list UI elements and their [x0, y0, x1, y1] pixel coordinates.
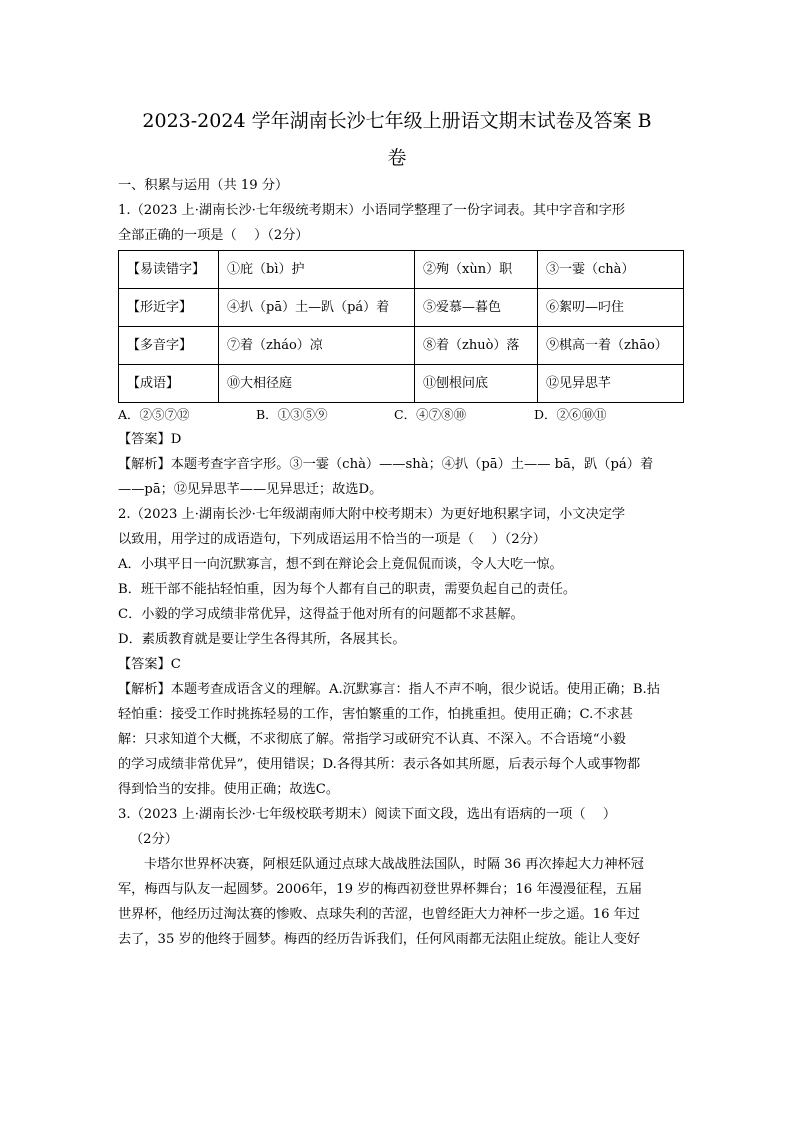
option-b: B．①③⑤⑨ — [256, 407, 328, 422]
table-cell: ①庇（bì）护 — [219, 251, 415, 289]
document-body — [118, 173, 683, 952]
table-cell: ⑨棋高一着（zhāo） — [538, 327, 684, 365]
option-d: D．②⑥⑩⑪ — [534, 407, 607, 422]
table-row — [119, 289, 684, 327]
table-cell: 【形近字】 — [119, 289, 219, 327]
table-row — [119, 251, 684, 289]
word-table — [118, 250, 684, 403]
table-cell: ②殉（xùn）职 — [415, 251, 538, 289]
question-3 — [118, 802, 683, 952]
q2-option-b: B．班干部不能拈轻怕重，因为每个人都有自己的职责，需要负起自己的责任。 — [118, 582, 577, 597]
table-cell: 【易读错字】 — [119, 251, 219, 289]
table-cell: ⑪刨根问底 — [415, 365, 538, 403]
q2-option-c: C．小毅的学习成绩非常优异，这得益于他对所有的问题都不求甚解。 — [118, 607, 524, 622]
q1-analysis-line-2: ——pā；⑫见异思芊——见异思迁；故选D。 — [118, 482, 383, 497]
q2-analysis-line: 得到恰当的安排。使用正确；故选C。 — [118, 782, 340, 797]
q1-analysis-line-1: 【解析】本题考查字音字形。③一霎（chà）——shà；④扒（pā）土—— bā，趴（pá）着 — [118, 457, 654, 472]
table-cell: ⑥絮叨—叼住 — [538, 289, 684, 327]
option-a: A．②⑤⑦⑫ — [118, 407, 190, 422]
q3-passage-line: 世界杯，他经历过淘汰赛的惨败、点球失利的苦涩，也曾经距大力神杯一步之遥。16 年过 — [118, 907, 641, 922]
table-cell: ⑦着（zháo）凉 — [219, 327, 415, 365]
q3-passage-line: 军，梅西与队友一起圆梦。2006年，19 岁的梅西初登世界杯舞台；16 年漫漫征程，五届 — [118, 882, 642, 897]
q3-passage-line: 卡塔尔世界杯决赛，阿根廷队通过点球大战战胜法国队，时隔 36 再次捧起大力神杯冠 — [144, 857, 644, 872]
q1-answer: 【答案】D — [118, 432, 182, 447]
question-1 — [118, 198, 683, 502]
q3-passage-line: 去了，35 岁的他终于圆梦。梅西的经历告诉我们，任何风雨都无法阻止绽放。能让人变好 — [118, 932, 641, 947]
table-cell: ⑫见异思芊 — [538, 365, 684, 403]
title-line-1: 2023-2024 学年湖南长沙七年级上册语文期末试卷及答案 B — [142, 110, 652, 132]
table-cell: ④扒（pā）土—趴（pá）着 — [219, 289, 415, 327]
q2-answer: 【答案】C — [118, 657, 181, 672]
table-cell: ⑤爱慕—暮色 — [415, 289, 538, 327]
q3-stem-line-1: 3.（2023 上·湖南长沙·七年级校联考期末）阅读下面文段，选出有语病的一项（ ） — [118, 807, 617, 822]
q1-stem-line-2: 全部正确的一项是（ ）（2分） — [118, 228, 309, 243]
q1-stem-line-1: 1.（2023 上·湖南长沙·七年级统考期末）小语同学整理了一份字词表。其中字音和字形 — [118, 203, 626, 218]
question-2 — [118, 502, 683, 802]
q2-option-a: A．小琪平日一向沉默寡言，想不到在辩论会上竟侃侃而谈，令人大吃一惊。 — [118, 557, 563, 572]
table-cell: ⑧着（zhuò）落 — [415, 327, 538, 365]
table-cell: 【成语】 — [119, 365, 219, 403]
table-cell: 【多音字】 — [119, 327, 219, 365]
table-cell: ③一霎（chà） — [538, 251, 684, 289]
q2-analysis-line: 【解析】本题考查成语含义的理解。A.沉默寡言：指人不声不响，很少说话。使用正确；B.拈 — [118, 682, 660, 697]
option-c: C．④⑦⑧⑩ — [394, 407, 467, 422]
q1-options — [118, 403, 683, 427]
table-row — [119, 327, 684, 365]
q2-stem-line-2: 以致用，用学过的成语造句，下列成语运用不恰当的一项是（ ）（2分） — [118, 532, 546, 547]
q2-analysis-line: 轻怕重：接受工作时挑拣轻易的工作，害怕繁重的工作，怕挑重担。使用正确；C.不求甚 — [118, 707, 633, 722]
section-heading: 一、积累与运用（共 19 分） — [118, 178, 289, 193]
q2-option-d: D．素质教育就是要让学生各得其所，各展其长。 — [118, 632, 406, 647]
q2-analysis-line: 的学习成绩非常优异”，使用错误；D.各得其所：表示各如其所愿，后表示每个人或事物都 — [118, 757, 641, 772]
table-cell: ⑩大相径庭 — [219, 365, 415, 403]
table-row — [119, 365, 684, 403]
document-title — [100, 103, 694, 177]
title-line-2: 卷 — [387, 147, 407, 169]
q2-analysis-line: 解：只求知道个大概，不求彻底了解。常指学习或研究不认真、不深入。不合语境“小毅 — [118, 732, 626, 747]
q2-stem-line-1: 2.（2023 上·湖南长沙·七年级湖南师大附中校考期末）为更好地积累字词，小文决定学 — [118, 507, 626, 522]
q3-stem-line-2: （2分） — [130, 832, 178, 847]
